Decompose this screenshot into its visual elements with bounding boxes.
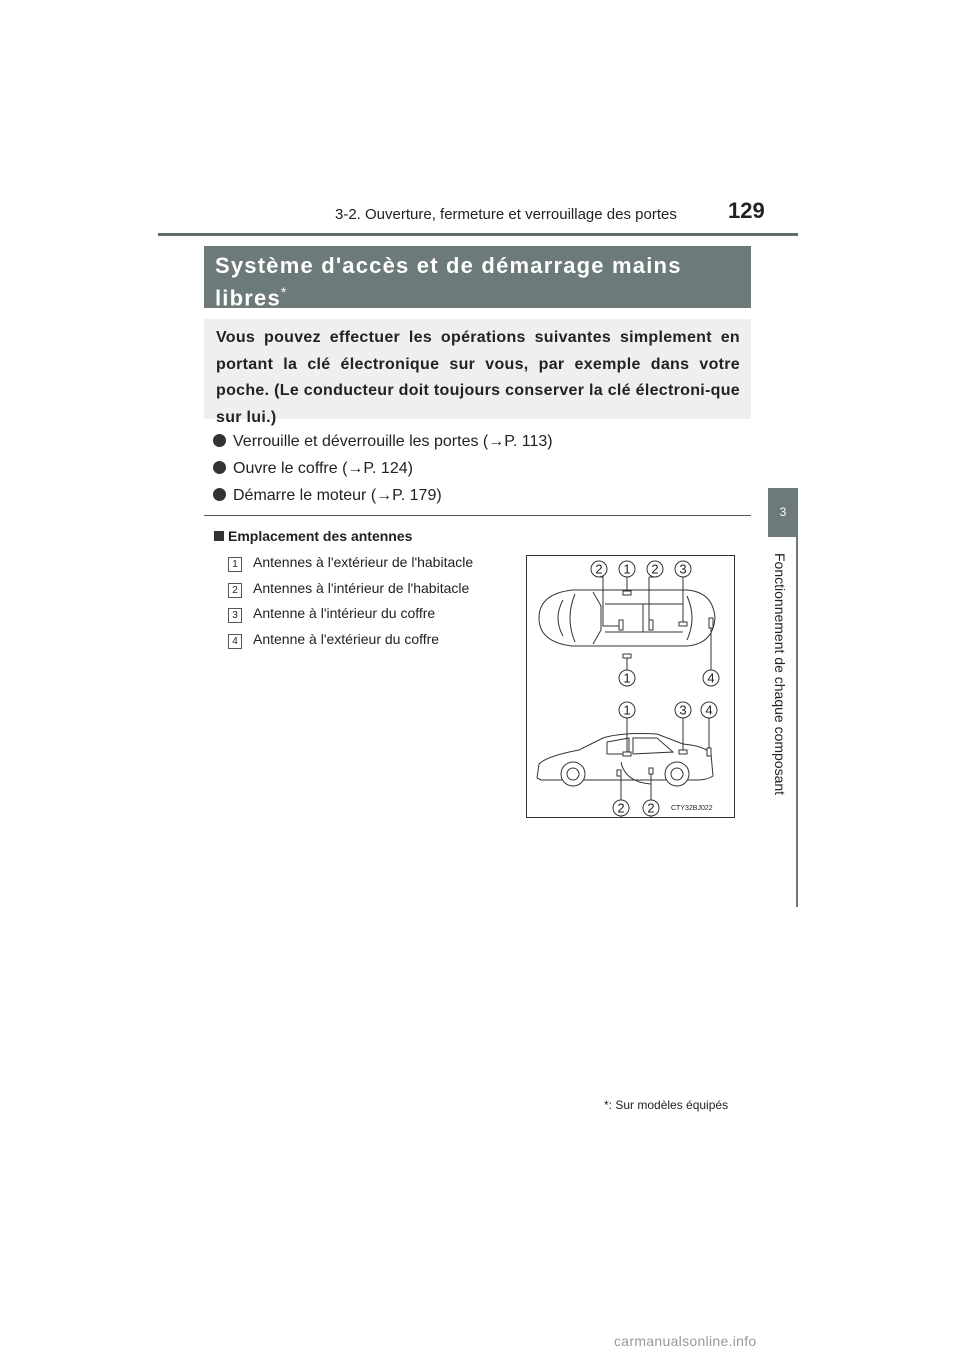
legend-label: Antenne à l'extérieur du coffre [253, 630, 440, 647]
footnote: *: Sur modèles équipés [604, 1098, 729, 1112]
antenna-legend [228, 553, 473, 655]
legend-label: Antennes à l'intérieur de l'habitacle [253, 579, 470, 596]
list-item [213, 457, 553, 484]
legend-label: Antenne à l'intérieur du coffre [253, 605, 436, 621]
bullet-text: Démarre le moteur (→P. 179) [233, 487, 442, 504]
list-item [213, 430, 553, 457]
side-view-callout-label: 2 [617, 800, 625, 816]
intro-box [204, 319, 751, 426]
top-view-callout-label: 4 [707, 670, 715, 686]
list-item [228, 630, 473, 656]
bullet-icon [213, 434, 226, 447]
callout-number: 4 [228, 634, 242, 649]
callout-number: 2 [228, 583, 242, 598]
list-item [228, 579, 473, 605]
top-view-callout-label: 3 [679, 561, 687, 577]
square-bullet-icon [214, 531, 224, 541]
top-view-callout-label: 2 [651, 561, 659, 577]
top-view-callout-label: 2 [595, 561, 603, 577]
side-view-callout-label: 1 [623, 702, 631, 718]
list-item [228, 553, 473, 579]
callout-number: 3 [228, 608, 242, 623]
chapter-tab-rule [796, 537, 798, 907]
car-illustration [527, 556, 734, 817]
chapter-tab[interactable] [768, 488, 798, 537]
antennas-heading-text: Emplacement des antennes [228, 528, 413, 544]
figure-code: CTY32BJ022 [671, 805, 713, 812]
antenna-location-figure [526, 555, 735, 818]
page-title-text: Système d'accès et de démarrage mains libres [215, 253, 682, 311]
bullet-text: Ouvre le coffre (→P. 124) [233, 460, 413, 477]
feature-list [213, 430, 553, 511]
side-view-callout-label: 4 [705, 702, 713, 718]
top-view-callout-label: 1 [623, 561, 631, 577]
legend-label: Antennes à l'extérieur de l'habitacle [253, 554, 474, 570]
top-view-callout-label: 1 [623, 670, 631, 686]
bullet-icon [213, 488, 226, 501]
list-item [213, 484, 553, 511]
side-view-callout-label: 3 [679, 702, 687, 718]
chapter-title: Fonctionnement de chaque composant [772, 553, 788, 796]
header-rule [158, 233, 798, 236]
antennas-heading [214, 528, 412, 544]
bullet-icon [213, 461, 226, 474]
side-view-callout-label: 2 [647, 800, 655, 816]
watermark: carmanualsonline.info [614, 1333, 757, 1349]
page-title-band [204, 246, 751, 311]
intro-text: Vous pouvez effectuer les opérations suivantes simplement en portant la clé électronique sur vous, par exemple dans votre poche. (Le conducteur doit toujours conserver la clé électroni-que sur lui.) [216, 329, 740, 426]
callout-number: 1 [228, 557, 242, 572]
section-title: 3-2. Ouverture, fermeture et verrouillage des portes [335, 206, 677, 223]
section-divider [204, 515, 751, 516]
page-title [215, 252, 745, 311]
asterisk-mark: * [280, 284, 288, 300]
list-item [228, 604, 473, 630]
chapter-number: 3 [779, 505, 787, 519]
bullet-text: Verrouille et déverrouille les portes (→P. 113) [233, 433, 553, 450]
page-number: 129 [728, 198, 765, 223]
